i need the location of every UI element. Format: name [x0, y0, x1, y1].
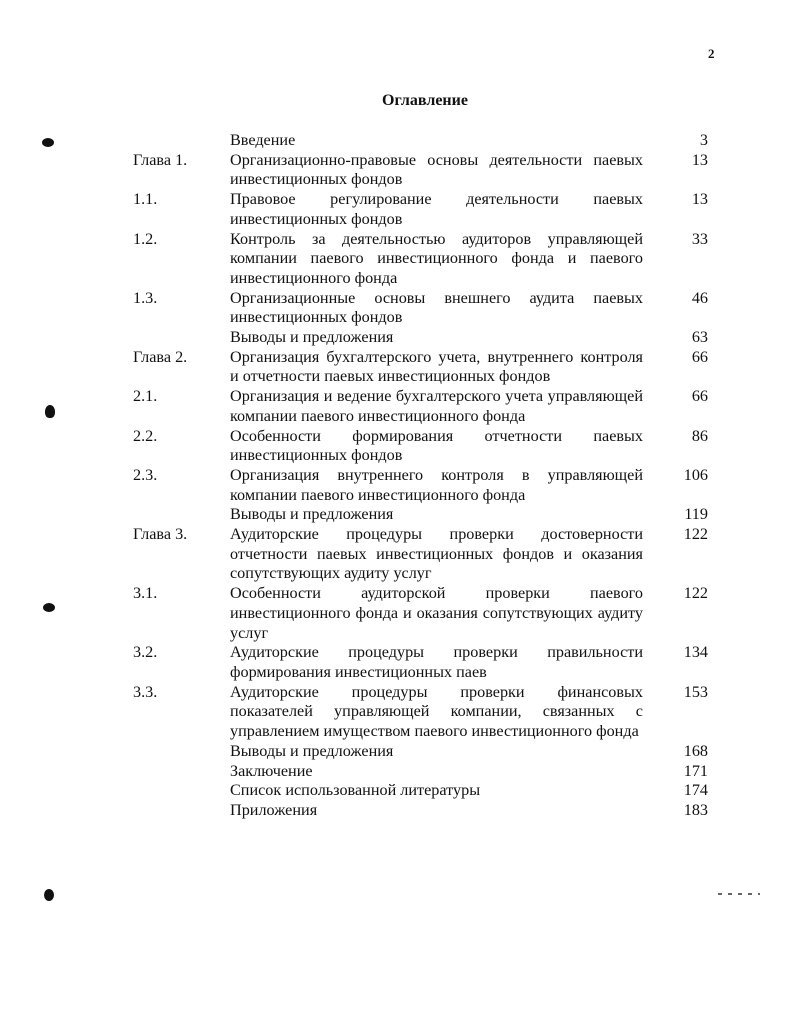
toc-row[interactable] — [133, 762, 713, 782]
toc-number: 1.1. — [133, 190, 158, 209]
toc-page: 171 — [683, 761, 708, 780]
toc-page: 122 — [683, 584, 708, 603]
toc-number: 3.2. — [133, 643, 158, 662]
toc-page: 168 — [683, 741, 708, 760]
toc-page: 13 — [691, 190, 708, 209]
toc-page: 13 — [691, 150, 708, 169]
toc-row[interactable] — [133, 131, 713, 151]
toc-text: Особенности формирования отчетности паевых инвестиционных фондов — [230, 426, 643, 465]
toc-text: Организация бухгалтерского учета, внутреннего контроля и отчетности паевых инвестиционных фондов — [230, 347, 643, 386]
toc-row[interactable] — [133, 801, 713, 821]
toc-number: 3.1. — [133, 584, 158, 603]
toc-number: Глава 3. — [133, 525, 188, 544]
toc-row[interactable] — [133, 151, 713, 190]
toc-row[interactable] — [133, 781, 713, 801]
toc-row[interactable] — [133, 742, 713, 762]
page-number: 2 — [708, 46, 715, 61]
toc-text: Список использованной литературы — [230, 781, 481, 800]
toc-row[interactable] — [133, 348, 713, 387]
toc-text: Заключение — [230, 761, 313, 780]
toc-text: Организационно-правовые основы деятельности паевых инвестиционных фондов — [230, 150, 643, 189]
toc-row[interactable] — [133, 427, 713, 466]
table-of-contents — [133, 131, 713, 821]
toc-row[interactable] — [133, 683, 713, 742]
toc-number: 1.2. — [133, 229, 158, 248]
toc-text: Выводы и предложения — [230, 505, 394, 524]
toc-number: 3.3. — [133, 682, 158, 701]
toc-number: 2.3. — [133, 465, 158, 484]
toc-page: 3 — [699, 131, 708, 149]
toc-page: 63 — [691, 328, 708, 347]
toc-row[interactable] — [133, 525, 713, 584]
toc-number: 2.2. — [133, 426, 158, 445]
toc-row[interactable] — [133, 328, 713, 348]
scan-mark — [718, 893, 760, 895]
toc-text: Организационные основы внешнего аудита паевых инвестиционных фондов — [230, 288, 643, 327]
toc-row[interactable] — [133, 643, 713, 682]
toc-text: Аудиторские процедуры проверки достоверности отчетности паевых инвестиционных фондов и оказания сопутствующих аудиту услуг — [230, 525, 643, 583]
toc-page: 86 — [691, 426, 708, 445]
toc-page: 119 — [684, 505, 708, 524]
toc-row[interactable] — [133, 466, 713, 505]
toc-row[interactable] — [133, 190, 713, 229]
toc-number: 1.3. — [133, 288, 158, 307]
toc-row[interactable] — [133, 289, 713, 328]
toc-row[interactable] — [133, 387, 713, 426]
scan-spot — [45, 405, 55, 418]
toc-page: 33 — [691, 229, 708, 248]
toc-text: Правовое регулирование деятельности паевых инвестиционных фондов — [230, 190, 643, 228]
toc-text: Особенности аудиторской проверки паевого инвестиционного фонда и оказания сопутствующих аудиту услуг — [230, 584, 643, 642]
toc-page: 66 — [691, 387, 708, 406]
toc-text: Выводы и предложения — [230, 328, 394, 347]
toc-text: Контроль за деятельностью аудиторов управляющей компании паевого инвестиционного фонда и паевого инвестиционного фонда — [230, 229, 643, 287]
toc-text: Организация внутреннего контроля в управляющей компании паевого инвестиционного фонда — [230, 465, 643, 504]
toc-page: 183 — [683, 800, 708, 819]
toc-text: Выводы и предложения — [230, 741, 394, 760]
toc-page: 66 — [691, 347, 708, 366]
toc-page: 174 — [683, 781, 708, 800]
toc-text: Аудиторские процедуры проверки правильности формирования инвестиционных паев — [230, 643, 643, 681]
toc-row[interactable] — [133, 584, 713, 643]
toc-page: 134 — [683, 643, 708, 662]
toc-text: Введение — [230, 131, 296, 149]
scan-spot — [44, 889, 54, 901]
toc-number: Глава 1. — [133, 150, 188, 169]
toc-number: 2.1. — [133, 387, 158, 406]
toc-page: 106 — [683, 465, 708, 484]
scan-spot — [43, 603, 55, 612]
toc-row[interactable] — [133, 230, 713, 289]
toc-page: 122 — [683, 525, 708, 544]
toc-page: 46 — [691, 288, 708, 307]
scan-spot — [42, 138, 54, 147]
page-title: Оглавление — [382, 92, 468, 109]
toc-row[interactable] — [133, 505, 713, 525]
toc-page: 153 — [683, 682, 708, 701]
toc-text: Организация и ведение бухгалтерского учета управляющей компании паевого инвестиционного фонда — [230, 387, 643, 425]
toc-number: Глава 2. — [133, 347, 188, 366]
toc-text: Приложения — [230, 800, 318, 819]
toc-text: Аудиторские процедуры проверки финансовых показателей управляющей компании, связанных с управлением имуществом паевого инвестиционного фонда — [230, 682, 643, 741]
